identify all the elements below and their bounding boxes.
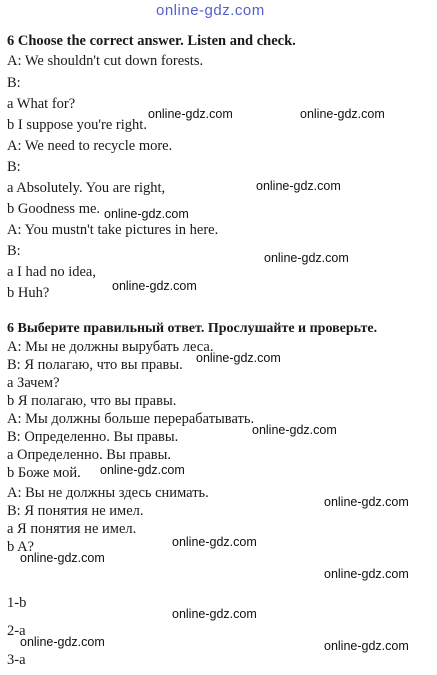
answer-item: 3-a: [7, 652, 26, 668]
answer-item: 1-b: [7, 595, 27, 611]
watermark: online-gdz.com: [100, 463, 185, 477]
english-heading: 6 Choose the correct answer. Listen and check.: [7, 33, 296, 49]
english-line: a Absolutely. You are right,: [7, 180, 166, 196]
russian-line: a Определенно. Вы правы.: [7, 447, 171, 463]
english-line: b Huh?: [7, 285, 50, 301]
site-watermark-top: online-gdz.com: [156, 2, 265, 19]
russian-line: a Я понятия не имел.: [7, 521, 137, 537]
watermark: online-gdz.com: [324, 495, 409, 509]
russian-line: B: Я полагаю, что вы правы.: [7, 357, 183, 373]
watermark: online-gdz.com: [172, 607, 257, 621]
russian-line: b Я полагаю, что вы правы.: [7, 393, 177, 409]
russian-line: a Зачем?: [7, 375, 60, 391]
russian-line: A: Мы должны больше перерабатывать.: [7, 411, 255, 427]
russian-line: A: Мы не должны вырубать леса.: [7, 339, 214, 355]
russian-line: B: Я понятия не имел.: [7, 503, 144, 519]
russian-line: b A?: [7, 539, 34, 555]
watermark: online-gdz.com: [256, 179, 341, 193]
english-line: a What for?: [7, 96, 76, 112]
russian-line: b Боже мой.: [7, 465, 81, 481]
watermark: online-gdz.com: [112, 279, 197, 293]
english-line: A: We shouldn't cut down forests.: [7, 53, 204, 69]
watermark: online-gdz.com: [264, 251, 349, 265]
watermark: online-gdz.com: [324, 639, 409, 653]
russian-line: A: Вы не должны здесь снимать.: [7, 485, 209, 501]
watermark: online-gdz.com: [172, 535, 257, 549]
watermark: online-gdz.com: [196, 351, 281, 365]
english-line: B:: [7, 243, 21, 259]
watermark: online-gdz.com: [20, 551, 105, 565]
watermark: online-gdz.com: [148, 107, 233, 121]
english-line: B:: [7, 159, 21, 175]
watermark: online-gdz.com: [104, 207, 189, 221]
watermark: online-gdz.com: [324, 567, 409, 581]
english-line: a I had no idea,: [7, 264, 96, 280]
english-line: b I suppose you're right.: [7, 117, 147, 133]
watermark: online-gdz.com: [252, 423, 337, 437]
english-line: A: You mustn't take pictures in here.: [7, 222, 219, 238]
russian-line: B: Определенно. Вы правы.: [7, 429, 179, 445]
answer-item: 2-a: [7, 623, 26, 639]
english-line: b Goodness me.: [7, 201, 101, 217]
russian-heading: 6 Выберите правильный ответ. Прослушайте и проверьте.: [7, 321, 378, 336]
english-line: B:: [7, 75, 21, 91]
watermark: online-gdz.com: [300, 107, 385, 121]
watermark: online-gdz.com: [20, 635, 105, 649]
english-line: A: We need to recycle more.: [7, 138, 173, 154]
